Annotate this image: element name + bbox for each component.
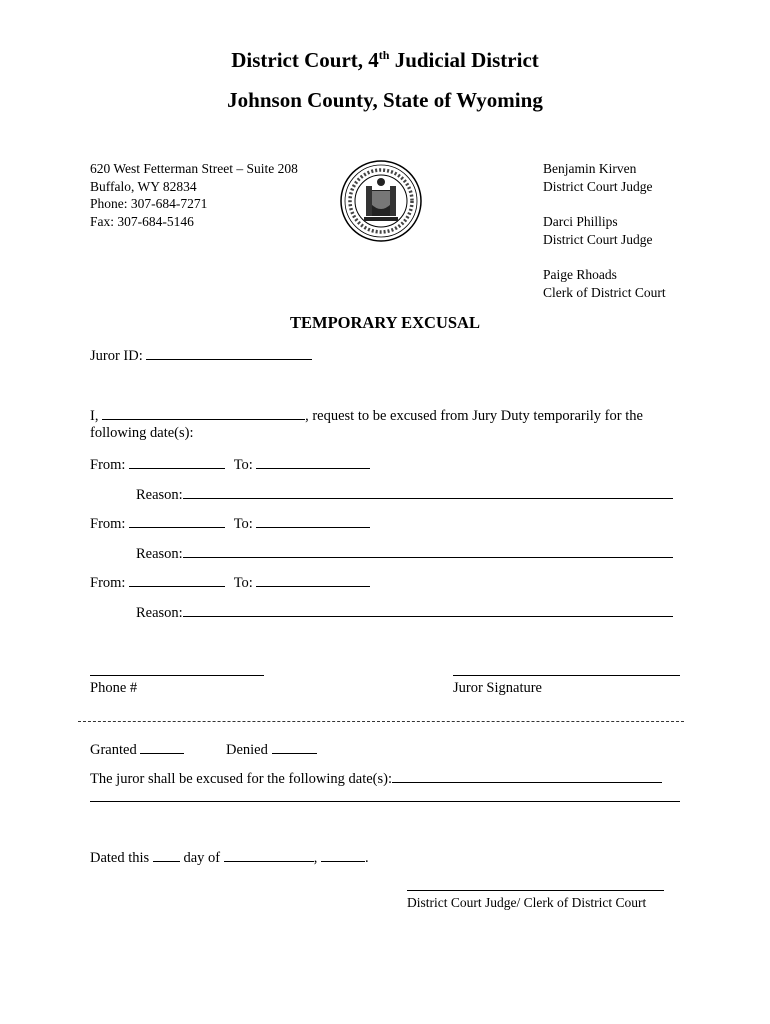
reason-label: Reason: [136,546,183,562]
to-label: To: [233,457,253,473]
from-date-field[interactable] [129,454,225,469]
comma: , [313,850,318,866]
reason-row-3 [136,602,673,622]
official-title: District Court Judge [543,231,653,247]
phone-field[interactable] [90,675,264,676]
judge-signature-field[interactable] [407,890,664,891]
county-subtitle: Johnson County, State of Wyoming [227,88,543,112]
juror-id-row [90,345,312,365]
reason-row-2 [136,543,673,563]
period: . [364,850,369,866]
to-date-field[interactable] [256,454,370,469]
denied-row [226,739,317,759]
from-date-field[interactable] [129,513,225,528]
juror-id-label: Juror ID: [90,348,143,364]
year-field[interactable] [321,847,365,862]
granted-field[interactable] [140,739,184,754]
request-prefix: I, [90,408,99,424]
granted-label: Granted [90,742,137,758]
official-name: Benjamin Kirven [543,161,637,176]
request-row [90,405,643,425]
official-3 [543,266,666,301]
phone-label: Phone # [90,680,138,696]
address-block [90,160,298,230]
from-date-field[interactable] [129,572,225,587]
reason-label: Reason: [136,487,183,503]
denied-label: Denied [226,742,268,758]
from-label: From: [90,457,126,473]
excused-dates-field[interactable] [392,768,662,783]
date-range-row-3 [90,572,370,592]
juror-id-field[interactable] [146,345,312,360]
reason-field[interactable] [183,602,673,617]
dated-row [90,847,369,867]
address-street: 620 West Fetterman Street – Suite 208 [90,161,298,176]
to-label: To: [233,575,253,591]
day-of-label: day of [183,850,221,866]
address-fax: Fax: 307-684-5146 [90,213,194,229]
from-label: From: [90,516,126,532]
dated-this-label: Dated this [90,850,150,866]
denied-field[interactable] [272,739,317,754]
address-phone: Phone: 307-684-7271 [90,196,208,211]
reason-label: Reason: [136,605,183,621]
judge-signature-label: District Court Judge/ Clerk of District Court [407,895,647,910]
juror-signature-label: Juror Signature [453,680,542,696]
excused-dates-field-line2[interactable] [90,801,680,802]
request-line2: following date(s): [90,425,194,441]
official-1 [543,160,653,195]
to-date-field[interactable] [256,572,370,587]
address-city: Buffalo, WY 82834 [90,178,197,194]
reason-field[interactable] [183,543,673,558]
from-label: From: [90,575,126,591]
day-field[interactable] [153,847,180,862]
court-title: District Court, 4th Judicial District [231,48,539,72]
request-suffix: , request to be excused from Jury Duty temporarily for the [305,408,643,424]
date-range-row-1 [90,454,370,474]
excused-dates-row [90,768,662,788]
granted-row [90,739,184,759]
form-heading: TEMPORARY EXCUSAL [290,313,480,332]
reason-row-1 [136,484,673,504]
to-date-field[interactable] [256,513,370,528]
official-title: District Court Judge [543,178,653,194]
official-title: Clerk of District Court [543,284,666,300]
official-name: Darci Phillips [543,214,618,229]
juror-name-field[interactable] [102,405,305,420]
excused-text: The juror shall be excused for the following date(s): [90,771,392,787]
month-field[interactable] [224,847,314,862]
county-seal-icon [340,160,422,242]
office-use-divider [78,721,684,722]
official-2 [543,213,653,248]
reason-field[interactable] [183,484,673,499]
official-name: Paige Rhoads [543,267,617,282]
date-range-row-2 [90,513,370,533]
juror-signature-field[interactable] [453,675,680,676]
to-label: To: [233,516,253,532]
